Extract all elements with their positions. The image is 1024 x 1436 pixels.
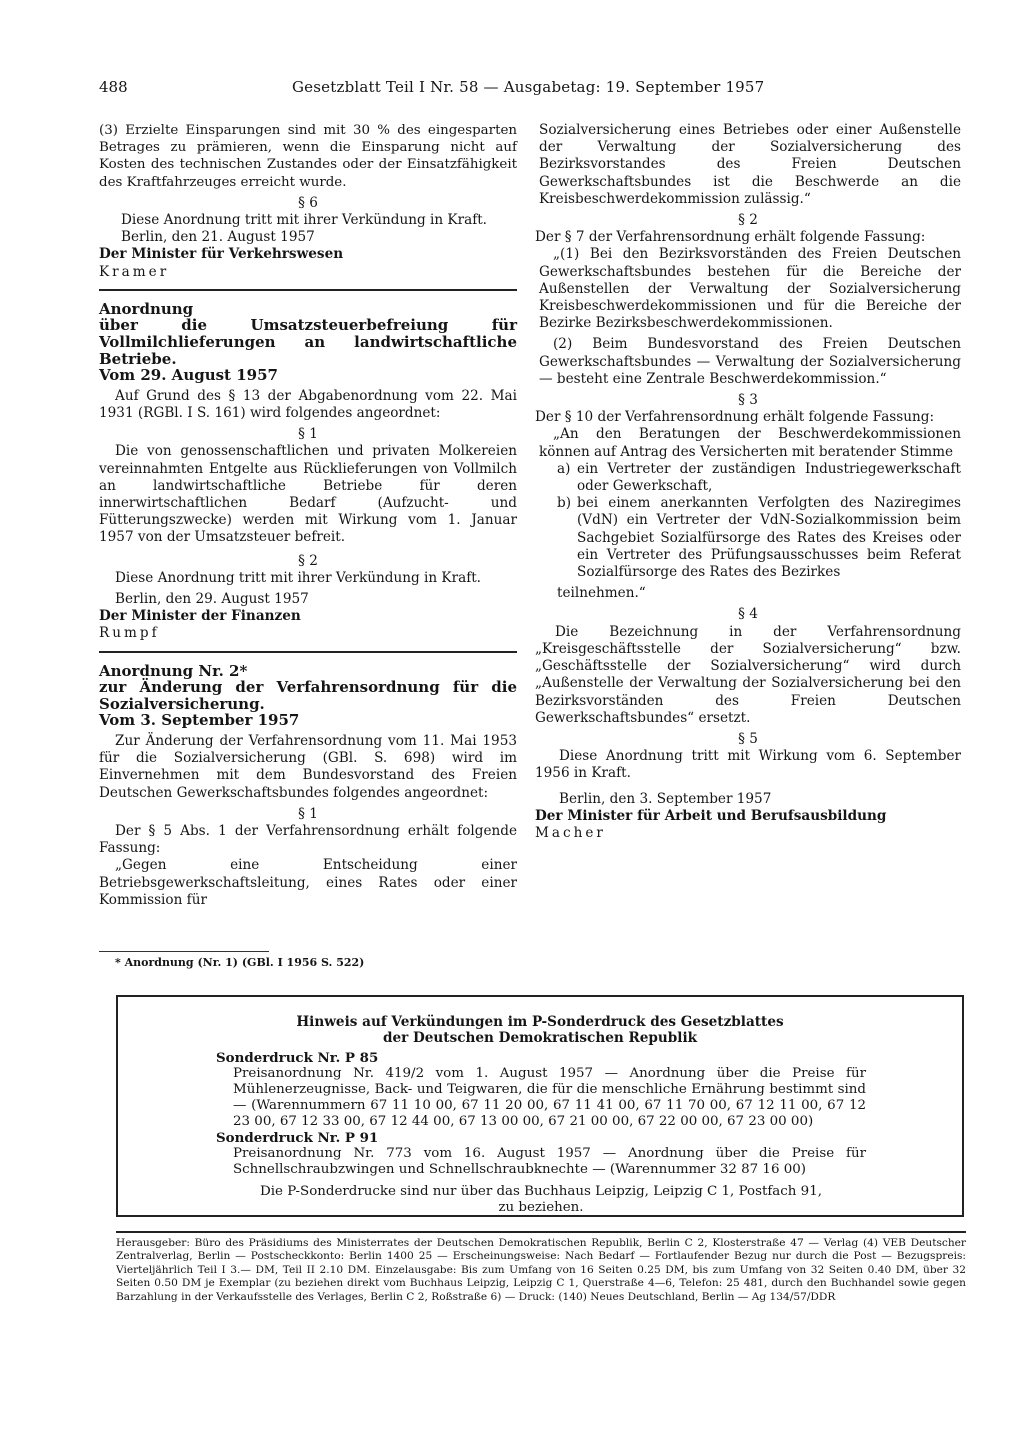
section-2-intro: Der § 7 der Verfahrensordnung erhält folgende Fassung: [535,229,926,246]
notice-closing-2: zu beziehen. [498,1200,584,1215]
list-text: bei einem anerkannten Verfolgten des Naziregimes (VdN) ein Vertreter der VdN-Sozialkommission beim Sachgebiet Sozialfürsorge des Rates des Kreises oder ein Vertreter des Prüfungsausschusses beim Referat Sozialfürsorge des Rates des Bezirkes [577,495,961,581]
notice-box [116,995,964,1217]
notice-subtitle: der Deutschen Demokratischen Republik [382,1030,698,1046]
section-4-heading: § 4 [738,606,758,623]
section-1-text: Der § 5 Abs. 1 der Verfahrensordnung erhält folgende Fassung: [99,823,517,857]
minister-signer: Macher [535,824,606,841]
section-5-heading: § 5 [738,730,758,747]
notice-closing: Die P-Sonderdrucke sind nur über das Buchhaus Leipzig, Leipzig C 1, Postfach 91, [260,1184,822,1199]
section-1-heading: § 1 [298,426,318,443]
place-date: Berlin, den 21. August 1957 [121,229,315,246]
place-date: Berlin, den 29. August 1957 [115,591,309,608]
minister-signer: Kramer [99,263,170,280]
sonderdruck-p91-label: Sonderdruck Nr. P 91 [216,1130,379,1146]
right-column [535,122,961,842]
list-item-a [557,461,961,495]
decree-title: Anordnung Nr. 2* [99,661,248,680]
decree-subject: zur Änderung der Verfahrensordnung für die Sozialversicherung. [99,678,517,713]
running-title: Gesetzblatt Teil I Nr. 58 — Ausgabetag: 19. September 1957 [292,78,765,96]
decree-date: Vom 3. September 1957 [99,711,300,730]
section-1-text: Die von genossenschaftlichen und privaten Molkereien vereinnahmten Entgelte aus Rücklieferungen von Vollmilch an landwirtschaftliche Betriebe für deren innerwirtschaftlichen Bedarf (Aufzucht- und Fütterungszwecke) werden mit Wirkung vom 1. Januar 1957 von der Umsatzsteuer befreit. [99,443,517,546]
section-2-quote-1: „(1) Bei den Bezirksvorständen des Freien Deutschen Gewerkschaftsbundes bestehen für die Bereiche der Außenstellen der Verwaltung der Sozialversicherung Kreisbeschwerdekommissionen und für die Bereiche der Bezirke Bezirksbeschwerdekommissionen. [539,246,961,332]
separator-rule [99,651,517,653]
page-number: 488 [99,78,128,96]
section-2-heading: § 2 [298,552,318,569]
footnote: * Anordnung (Nr. 1) (GBl. I 1956 S. 522) [115,956,365,969]
sonderdruck-p85-text: Preisanordnung Nr. 419/2 vom 1. August 1957 — Anordnung über die Preise für Mühlenerzeugnisse, Back- und Teigwaren, die für die menschliche Ernährung bestimmt sind — (Warennummern 67 11 10 00, 67 11 20 00, 67 11 41 00, 67 11 70 00, 67 12 11 00, 67 12 23 00, 67 12 33 00, 67 12 44 00, 67 13 00 00, 67 21 00 00, 67 22 00 00, 67 23 00 00) [233,1066,866,1129]
imprint-rule [116,1231,966,1233]
footnote-rule [99,951,269,952]
quoted-text: „Gegen eine Entscheidung einer Betriebsgewerkschaftsleitung, eines Rates oder einer Kommission für [99,857,517,908]
list-label: b) [557,495,572,512]
sonderdruck-p85-label: Sonderdruck Nr. P 85 [216,1050,379,1066]
list-item-b [557,495,961,581]
section-6-text: Diese Anordnung tritt mit ihrer Verkündung in Kraft. [121,212,488,229]
list-text: ein Vertreter der zuständigen Industriegewerkschaft oder Gewerkschaft, [577,460,961,495]
section-3-end: teilnehmen.“ [557,585,646,602]
section-3-heading: § 3 [738,392,758,409]
sonderdruck-p91-text: Preisanordnung Nr. 773 vom 16. August 1957 — Anordnung über die Preise für Schnellschraubzwingen und Schnellschraubknechte — (Warennummer 32 87 16 00) [233,1146,866,1177]
section-1-heading: § 1 [298,805,318,822]
notice-title: Hinweis auf Verkündungen im P-Sonderdruck des Gesetzblattes [296,1014,784,1030]
separator-rule [99,289,517,291]
section-4-text: Die Bezeichnung in der Verfahrensordnung „Kreisgeschäftsstelle der Sozialversicherung“ bzw. „Geschäftsstelle der Sozialversicherung“ wird durch „Außenstelle der Verwaltung der Sozialversicherung bei den Bezirksvorständen des Freien Deutschen Gewerkschaftsbundes“ ersetzt. [535,623,961,726]
decree-intro: Zur Änderung der Verfahrensordnung vom 11. Mai 1953 für die Sozialversicherung (GBl. S. 698) wird im Einvernehmen mit dem Bundesvorstand des Freien Deutschen Gewerkschaftsbundes folgendes angeordnet: [99,733,517,801]
section-3-intro: Der § 10 der Verfahrensordnung erhält folgende Fassung: [535,409,935,426]
minister-title: Der Minister der Finanzen [99,608,301,625]
paragraph-3: (3) Erzielte Einsparungen sind mit 30 % des eingesparten Betrages zu prämieren, wenn die Einsparung nicht auf Kosten des technischen Zustandes oder der Einsatzfähigkeit des Kraftfahrzeuges erreicht wurde. [99,123,517,190]
left-column [99,122,517,909]
list-label: a) [557,460,571,477]
place-date: Berlin, den 3. September 1957 [559,790,772,807]
minister-title: Der Minister für Verkehrswesen [99,246,344,263]
section-2-text: Diese Anordnung tritt mit ihrer Verkündung in Kraft. [115,569,482,586]
section-2-quote-2: (2) Beim Bundesvorstand des Freien Deutschen Gewerkschaftsbundes — Verwaltung der Sozialversicherung — besteht eine Zentrale Beschwerdekommission.“ [539,336,961,387]
decree-date: Vom 29. August 1957 [99,366,278,385]
decree-subject: über die Umsatzsteuerbefreiung für Vollmilchlieferungen an landwirtschaftliche Betriebe. [99,316,517,368]
minister-signer: Rumpf [99,625,160,642]
imprint: Herausgeber: Büro des Präsidiums des Ministerrates der Deutschen Demokratischen Republik, Berlin C 2, Klosterstraße 47 — Verlag (4) VEB Deutscher Zentralverlag, Berlin — Postscheckkonto: Berlin 1400 25 — Erscheinungsweise: Nach Bedarf — Fortlaufender Bezug nur durch die Post — Bezugspreis: Vierteljährlich Teil I 3.— DM, Teil II 2.10 DM. Einzelausgabe: Bis zum Umfang von 16 Seiten 0.25 DM, bis zum Umfang von 32 Seiten 0.40 DM, über 32 Seiten 0.50 DM je Exemplar (zu beziehen direkt vom Buchhaus Leipzig, Leipzig C 1, Querstraße 4—6, Telefon: 25 481, durch den Buchhandel sowie gegen Barzahlung in der Verkaufsstelle des Verlages, Berlin C 2, Roßstraße 6) — Druck: (140) Neues Deutschland, Berlin — Ag 134/57/DDR [116,1237,966,1303]
quoted-text-continued: Sozialversicherung eines Betriebes oder einer Außenstelle der Verwaltung der Sozialversicherung des Bezirksvorstandes des Freien Deutschen Gewerkschaftsbundes ist die Beschwerde an die Kreisbeschwerdekommission zulässig.“ [539,122,961,207]
section-2-heading: § 2 [738,212,758,229]
decree-title: Anordnung [99,299,194,318]
decree-intro: Auf Grund des § 13 der Abgabenordnung vom 22. Mai 1931 (RGBl. I S. 161) wird folgendes angeordnet: [99,387,517,421]
section-5-text: Diese Anordnung tritt mit Wirkung vom 6. September 1956 in Kraft. [535,748,961,782]
section-3-quote: „An den Beratungen der Beschwerdekommissionen können auf Antrag des Versicherten mit beratender Stimme [539,426,961,460]
section-6-heading: § 6 [298,194,318,211]
minister-title: Der Minister für Arbeit und Berufsausbildung [535,807,887,824]
